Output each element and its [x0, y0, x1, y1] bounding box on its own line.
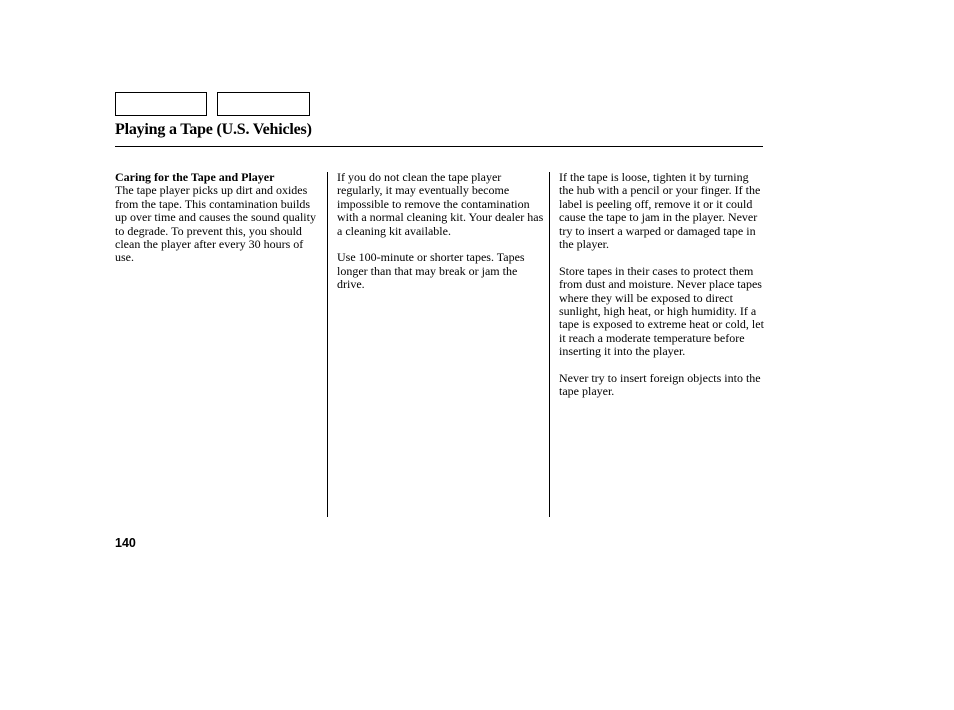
column-1: [115, 171, 320, 278]
section-heading: Caring for the Tape and Player: [115, 170, 275, 184]
title-divider: [115, 146, 763, 147]
paragraph: Use 100-minute or shorter tapes. Tapes longer than that may break or jam the drive.: [337, 250, 525, 292]
paragraph: Never try to insert foreign objects into the tape player.: [559, 371, 761, 399]
column-2: [337, 171, 545, 305]
column-3: [559, 171, 765, 412]
paragraph: If the tape is loose, tighten it by turning the hub with a pencil or your finger. If the label is peeling off, remove it or it could cause the tape to jam in the player. Never try to insert a warped or damaged tape in the player.: [559, 170, 761, 252]
paragraph: The tape player picks up dirt and oxides from the tape. This contamination builds up over time and causes the sound quality to degrade. To prevent this, you should clean the player after every 30 hours of use.: [115, 183, 316, 265]
page-number: 140: [115, 536, 136, 550]
paragraph: If you do not clean the tape player regularly, it may eventually become impossible to remove the contamination with a normal cleaning kit. Your dealer has a cleaning kit available.: [337, 170, 544, 238]
nav-box-next[interactable]: [217, 92, 310, 116]
nav-box-previous[interactable]: [115, 92, 207, 116]
paragraph: Store tapes in their cases to protect them from dust and moisture. Never place tapes where they will be exposed to direct sunlight, high heat, or high humidity. If a tape is exposed to extreme heat or cold, let it reach a moderate temperature before inserting it into the player.: [559, 263, 764, 359]
page-title: Playing a Tape (U.S. Vehicles): [115, 121, 312, 138]
column-divider: [327, 172, 328, 517]
column-divider: [549, 172, 550, 517]
